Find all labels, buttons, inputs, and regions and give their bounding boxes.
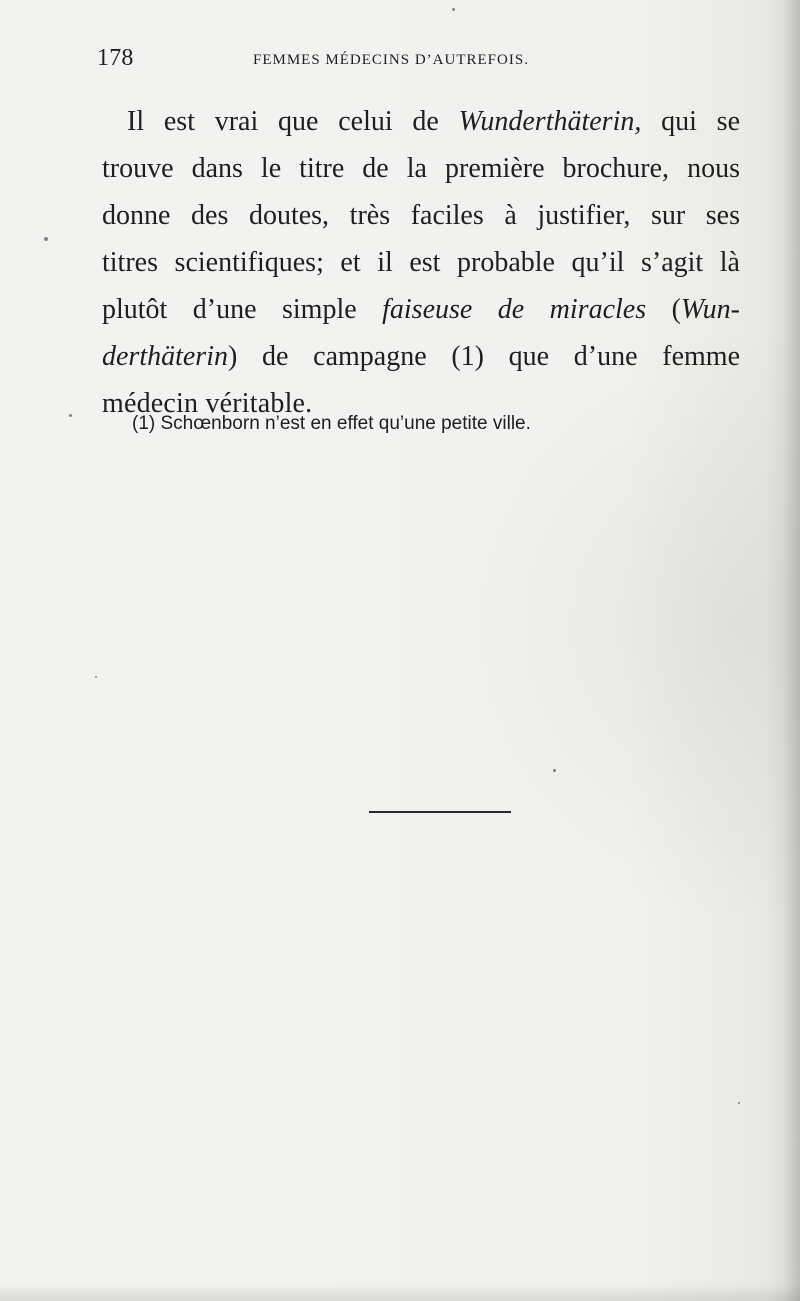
paragraph-line <box>102 192 740 239</box>
text-run: médecin véritable. <box>102 388 313 419</box>
paper-speck <box>553 769 556 772</box>
paper-speck <box>44 237 48 241</box>
italic-text-run: derthäterin <box>102 341 228 372</box>
main-paragraph <box>102 98 740 427</box>
text-run: Il est vrai que celui de <box>127 106 459 137</box>
page-bottom-shadow <box>0 1283 800 1301</box>
footnote: (1) Schœnborn n’est en effet qu’une petite ville. <box>132 413 531 434</box>
text-run: qui se <box>641 106 740 137</box>
paragraph-line <box>102 145 740 192</box>
end-rule <box>369 811 511 813</box>
page-number: 178 <box>97 45 134 71</box>
page-header <box>97 45 617 75</box>
paper-speck <box>69 414 72 417</box>
running-head: FEMMES MÉDECINS D’AUTREFOIS. <box>253 52 529 68</box>
italic-text-run: faiseuse de miracles <box>382 294 647 325</box>
paper-speck <box>452 8 455 11</box>
paragraph-line <box>102 98 740 145</box>
text-run: ) de campagne (1) que d’une femme <box>228 341 740 372</box>
paper-speck <box>95 676 97 678</box>
page-edge-shadow <box>766 0 800 1301</box>
text-run: plutôt d’une simple <box>102 294 383 325</box>
italic-text-run: Wunderthäterin, <box>458 106 642 137</box>
paragraph-line <box>102 333 740 380</box>
paragraph-line <box>102 286 740 333</box>
text-run: trouve dans le titre de la première brochure, nous <box>102 153 740 184</box>
paper-speck <box>738 1102 740 1104</box>
italic-text-run: Wun- <box>680 294 740 325</box>
text-run: donne des doutes, très faciles à justifier, sur ses <box>102 200 740 231</box>
text-run: ( <box>646 294 681 325</box>
text-run: titres scientifiques; et il est probable qu’il s’agit là <box>102 247 740 278</box>
paragraph-line <box>102 239 740 286</box>
